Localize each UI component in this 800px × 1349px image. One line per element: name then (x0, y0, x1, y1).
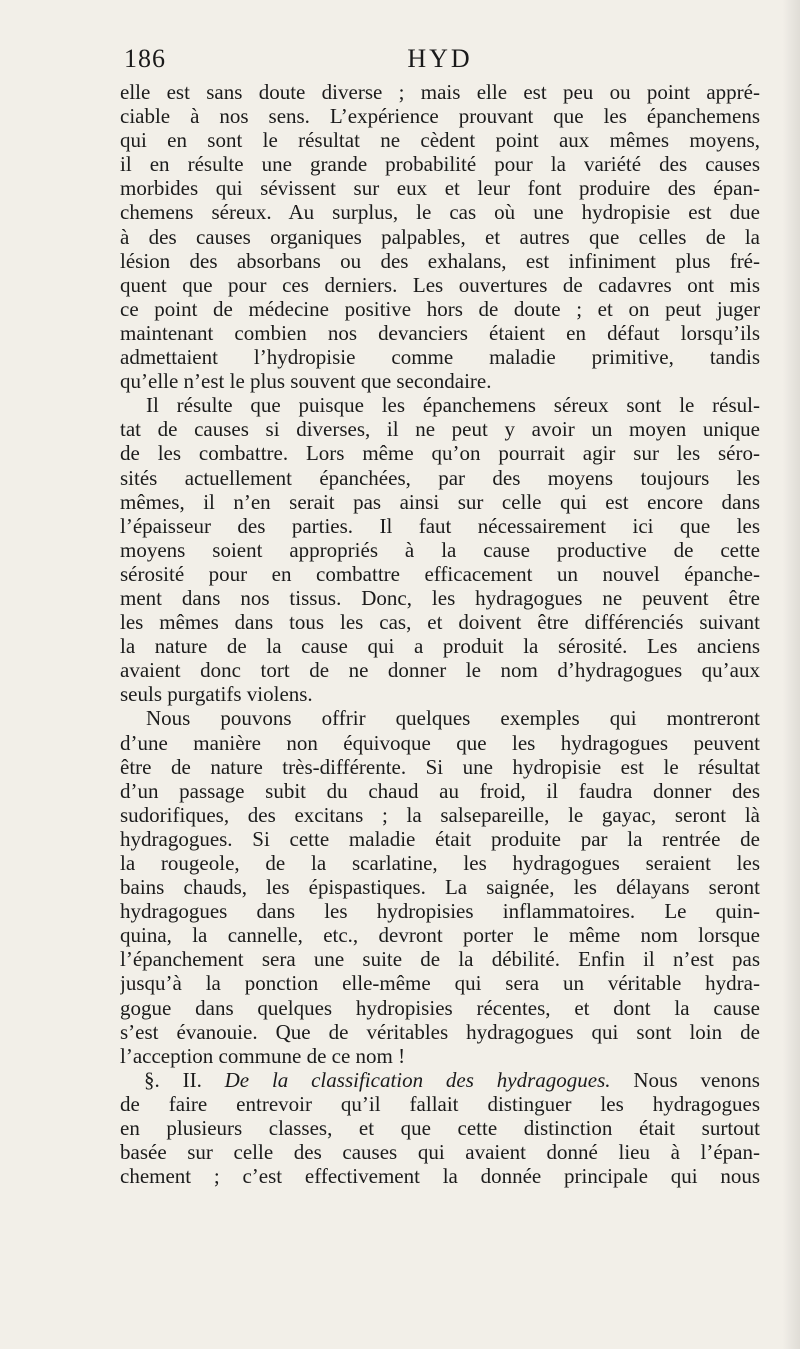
text-line: Nous pouvons offrir quelques exemples qui montreront (146, 706, 760, 731)
text-line: morbides qui sévissent sur eux et leur font produire des épan- (120, 176, 760, 201)
text-line: s’est évanouie. Que de véritables hydragogues qui sont loin de (120, 1019, 760, 1044)
text-line: quina, la cannelle, etc., devront porter le même nom lorsque (120, 923, 760, 948)
text-line: d’une manière non équivoque que les hydragogues peuvent (120, 730, 760, 755)
text-line: la rougeole, de la scarlatine, les hydragogues seraient les (120, 851, 760, 875)
text-line: jusqu’à la ponction elle-même qui sera un véritable hydra- (120, 971, 760, 996)
text-line: ce point de médecine positive hors de doute ; et on peut juger (120, 296, 760, 321)
text-line: admettaient l’hydropisie comme maladie primitive, tandis (120, 345, 760, 370)
text-line: gogue dans quelques hydropisies récentes, et dont la cause (120, 995, 760, 1020)
running-head: HYD (407, 44, 473, 73)
text-line: maintenant combien nos devanciers étaient en défaut lorsqu’ils (120, 320, 760, 345)
body-text (120, 80, 760, 1188)
section-heading-continuation: Nous venons (610, 1067, 760, 1092)
text-line: basée sur celle des causes qui avaient donné lieu à l’épan- (120, 1140, 760, 1165)
text-line: ment dans nos tissus. Donc, les hydragogues ne peuvent être (120, 585, 760, 610)
section-number: §. II. (144, 1067, 225, 1092)
text-line: de les combattre. Lors même qu’on pourrait agir sur les séro- (120, 441, 760, 466)
text-line: chemens séreux. Au surplus, le cas où une hydropisie est due (120, 200, 760, 225)
paragraphs (120, 80, 760, 1068)
text-line: qui en sont le résultat ne cèdent point aux mêmes moyens, (120, 128, 760, 153)
text-line: d’un passage subit du chaud au froid, il faudra donner des (120, 778, 760, 803)
text-line: l’épaisseur des parties. Il faut nécessairement ici que les (120, 513, 760, 538)
text-line: bains chauds, les épispastiques. La saignée, les délayans seront (120, 875, 760, 900)
text-line: seuls purgatifs violens. (120, 682, 313, 707)
text-line: quent que pour ces derniers. Les ouvertures de cadavres ont mis (120, 272, 760, 297)
page-edge-shadow (782, 0, 800, 1349)
text-line: lésion des absorbans ou des exhalans, est infiniment plus fré- (120, 248, 760, 273)
text-line: chement ; c’est effectivement la donnée principale qui nous (120, 1164, 760, 1189)
text-line: elle est sans doute diverse ; mais elle est peu ou point appré- (120, 80, 760, 104)
text-line: tat de causes si diverses, il ne peut y avoir un moyen unique (120, 417, 760, 442)
text-line: avaient donc tort de ne donner le nom d’hydragogues qu’aux (120, 658, 760, 683)
text-line: l’acception commune de ce nom ! (120, 1043, 406, 1068)
section-heading-line (120, 1068, 760, 1092)
page-number: 186 (124, 44, 166, 73)
text-line: être de nature très-différente. Si une hydropisie est le résultat (120, 754, 760, 779)
section-paragraph (120, 1092, 760, 1188)
text-line: ciable à nos sens. L’expérience prouvant que les épanchemens (120, 104, 760, 129)
section-title: De la classification des hydragogues. (224, 1067, 611, 1092)
text-line: sités actuellement épanchées, par des moyens toujours les (120, 465, 760, 490)
text-line: qu’elle n’est le plus souvent que secondaire. (120, 369, 492, 394)
text-line: à des causes organiques palpables, et autres que celles de la (120, 224, 760, 249)
text-line: sudorifiques, des excitans ; la salsepareille, le gayac, seront là (120, 802, 760, 827)
text-line: hydragogues dans les hydropisies inflammatoires. Le quin- (120, 899, 760, 924)
text-line: de faire entrevoir qu’il fallait distinguer les hydragogues (120, 1091, 760, 1116)
text-line: Il résulte que puisque les épanchemens séreux sont le résul- (146, 393, 760, 418)
text-line: moyens soient appropriés à la cause productive de cette (120, 537, 760, 562)
text-line: mêmes, il n’en serait pas ainsi sur celle qui est encore dans (120, 489, 760, 514)
text-line: l’épanchement sera une suite de la débilité. Enfin il n’est pas (120, 947, 760, 972)
text-line: en plusieurs classes, et que cette distinction était surtout (120, 1116, 760, 1141)
page-header (120, 44, 760, 76)
text-line: les mêmes dans tous les cas, et doivent être différenciés suivant (120, 610, 760, 635)
text-line: il en résulte une grande probabilité pour la variété des causes (120, 152, 760, 177)
text-line: la nature de la cause qui a produit la sérosité. Les anciens (120, 634, 760, 659)
text-line: sérosité pour en combattre efficacement un nouvel épanche- (120, 561, 760, 586)
text-line: hydragogues. Si cette maladie était produite par la rentrée de (120, 826, 760, 851)
